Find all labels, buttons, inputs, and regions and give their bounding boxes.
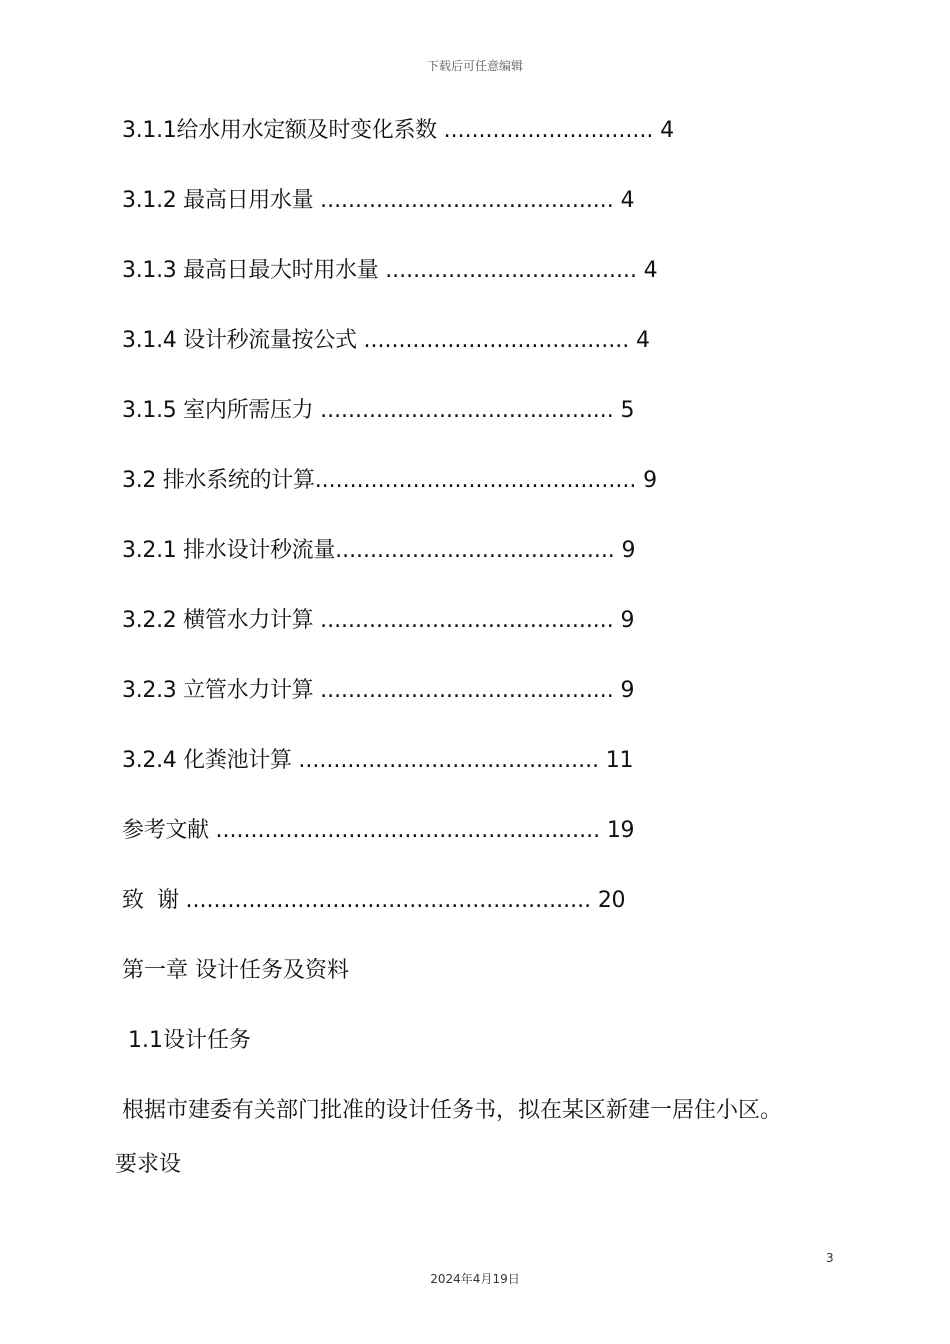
paragraph-line: 根据市建委有关部门批准的设计任务书，拟在某区新建一居住小区。 — [122, 1098, 783, 1123]
toc-entry-page: 11 — [605, 748, 634, 773]
toc-entry-dots: .............................................. — [314, 468, 637, 493]
toc-entry-title: 3.2.2 横管水力计算 — [122, 608, 314, 633]
toc-entry-page: 9 — [620, 608, 635, 633]
toc-entry — [122, 396, 634, 426]
toc-entry — [122, 256, 657, 286]
toc-entry-title: 3.1.3 最高日最大时用水量 — [122, 258, 379, 283]
toc-entry — [122, 466, 657, 496]
toc-entry-page: 4 — [635, 328, 650, 353]
toc-entry-dots: .................................... — [385, 258, 637, 283]
toc-entry — [122, 676, 634, 706]
toc-entry-dots: .......................................... — [320, 188, 614, 213]
toc-entry-title: 3.2.4 化粪池计算 — [122, 748, 292, 773]
toc-entry-dots: .......................................... — [320, 608, 614, 633]
toc-entry-dots: ....................................................... — [215, 818, 601, 843]
toc-entry-title: 3.2.1 排水设计秒流量 — [122, 538, 336, 563]
toc-entry-dots: ........................................... — [298, 748, 600, 773]
toc-entry-page: 4 — [660, 118, 674, 143]
paragraph-line: 要求设 — [115, 1152, 182, 1177]
toc-entry-title: 3.1.4 设计秒流量按公式 — [122, 328, 357, 353]
toc-entry-page: 9 — [620, 678, 635, 703]
section-title: 1.1设计任务 — [128, 1028, 251, 1053]
toc-entry-dots: .......................................... — [320, 678, 614, 703]
toc-entry — [122, 606, 634, 636]
toc-entry-page: 4 — [620, 188, 635, 213]
toc-entry-page: 19 — [606, 818, 635, 843]
toc-entry-page: 9 — [643, 468, 657, 493]
toc-entry — [122, 886, 625, 916]
toc-entry-title: 3.1.1给水用水定额及时变化系数 — [122, 118, 437, 143]
toc-entry — [122, 186, 634, 216]
toc-entry — [122, 746, 633, 776]
toc-entry-dots: .......................................................... — [185, 888, 592, 913]
page-header: 下载后可任意编辑 — [426, 59, 523, 73]
toc-entry-page: 4 — [643, 258, 658, 283]
toc-entry — [122, 816, 634, 846]
toc-entry-title: 3.1.5 室内所需压力 — [122, 398, 314, 423]
toc-entry-dots: ...................................... — [363, 328, 630, 353]
toc-entry-title: 3.2.3 立管水力计算 — [122, 678, 314, 703]
page-number: 3 — [826, 1251, 834, 1265]
toc-entry-title: 3.2 排水系统的计算 — [122, 468, 315, 493]
toc-entry-page: 20 — [597, 888, 626, 913]
toc-entry-title: 参考文献 — [122, 818, 209, 843]
toc-entry — [122, 116, 674, 146]
toc-entry-title: 致 谢 — [122, 888, 179, 913]
chapter-title: 第一章 设计任务及资料 — [122, 958, 349, 983]
toc-entry-dots: .............................. — [443, 118, 654, 143]
toc-entry — [122, 326, 650, 356]
toc-entry-page: 5 — [620, 398, 635, 423]
toc-entry-title: 3.1.2 最高日用水量 — [122, 188, 314, 213]
toc-entry — [122, 536, 635, 566]
page-footer-date: 2024年4月19日 — [430, 1272, 520, 1286]
toc-entry-dots: .......................................... — [320, 398, 614, 423]
toc-entry-page: 9 — [621, 538, 636, 563]
toc-entry-dots: ........................................ — [335, 538, 615, 563]
